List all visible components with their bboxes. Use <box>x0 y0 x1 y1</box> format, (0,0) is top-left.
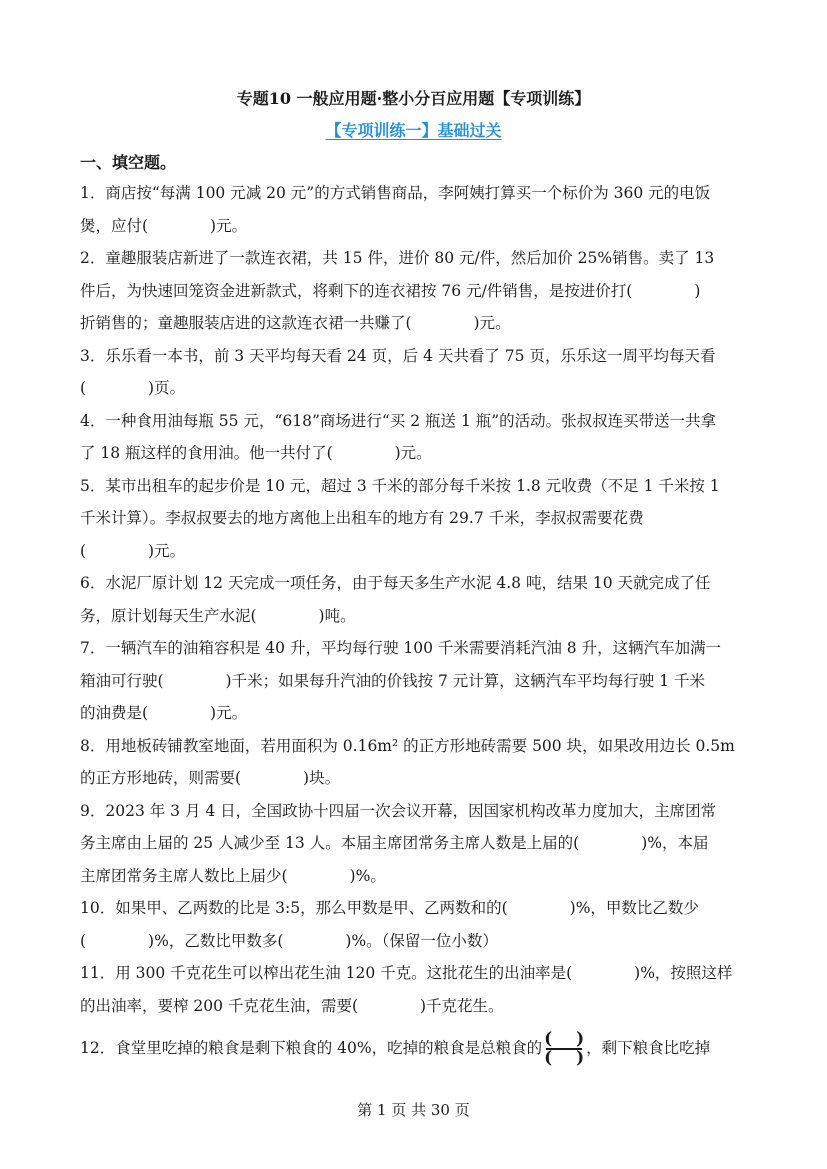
text-line: 4．一种食用油每瓶 55 元，“618”商场进行“买 2 瓶送 1 瓶”的活动。张叔叔连买带送一共拿 <box>80 411 717 430</box>
document-title: 专题10 一般应用题·整小分百应用题【专项训练】 <box>236 89 591 108</box>
text-line: 主席团常务主席人数比上届少( )%。 <box>80 866 386 885</box>
text-line: 9．2023 年 3 月 4 日，全国政协十四届一次会议开幕，因国家机构改革力度加大，主席团常 <box>80 801 717 820</box>
text-line: 件后，为快速回笼资金进新款式，将剩下的连衣裙按 76 元/件销售，是按进价打( ) <box>80 281 701 300</box>
text-line: ( )页。 <box>80 379 186 397</box>
text-line: 的出油率，要榨 200 千克花生油，需要( )千克花生。 <box>80 996 504 1015</box>
text-line: 1．商店按“每满 100 元减 20 元”的方式销售商品，李阿姨打算买一个标价为 360 元的电饭 <box>80 184 711 202</box>
section-heading: 一、填空题。 <box>80 153 177 172</box>
text-line: ( )元。 <box>80 541 186 560</box>
text-line: 千米计算）。李叔叔要去的地方离他上出租车的地方有 29.7 千米，李叔叔需要花费 <box>80 509 644 527</box>
text-line: 的油费是( )元。 <box>80 704 248 722</box>
text-line: 煲，应付( )元。 <box>80 216 248 235</box>
q12-text-after: ，剩下粮食比吃掉 <box>586 1039 711 1057</box>
text-line: 了 18 瓶这样的食用油。他一共付了( )元。 <box>80 444 432 462</box>
fraction-blank[interactable] <box>544 1031 584 1067</box>
question-12-line <box>80 1028 748 1068</box>
subtitle-link[interactable]: 【专项训练一】基础过关 <box>325 121 502 140</box>
text-line: 3．乐乐看一本书，前 3 天平均每天看 24 页，后 4 天共看了 75 页，乐乐这一周平均每天看 <box>80 346 716 365</box>
text-line: 6．水泥厂原计划 12 天完成一项任务，由于每天多生产水泥 4.8 吨，结果 10 天就完成了任 <box>80 574 711 592</box>
text-line: 10．如果甲、乙两数的比是 3:5，那么甲数是甲、乙两数和的( )%，甲数比乙数少 <box>80 899 699 917</box>
page-footer: 第 1 页 共 30 页 <box>357 1101 470 1119</box>
denominator-blank: ( ) <box>544 1048 585 1068</box>
text-line: 的正方形地砖，则需要( )块。 <box>80 769 341 787</box>
text-line: 务主席由上届的 25 人减少至 13 人。本届主席团常务主席人数是上届的( )%，本届 <box>80 834 709 852</box>
text-line: ( )%，乙数比甲数多( )%。（保留一位小数） <box>80 931 498 950</box>
text-line: 11．用 300 千克花生可以榨出花生油 120 千克。这批花生的出油率是( )%，按照这样 <box>80 964 733 982</box>
text-line: 8．用地板砖铺教室地面，若用面积为 0.16m² 的正方形地砖需要 500 块，如果改用边长 0.5m <box>80 736 735 755</box>
q12-text-before: 12．食堂里吃掉的粮食是剩下粮食的 40%，吃掉的粮食是总粮食的 <box>80 1039 543 1057</box>
text-line: 2．童趣服装店新进了一款连衣裙，共 15 件，进价 80 元/件，然后加价 25%销售。卖了 13 <box>80 249 715 267</box>
numerator-blank: ( ) <box>544 1029 585 1049</box>
text-line: 7．一辆汽车的油箱容积是 40 升，平均每行驶 100 千米需要消耗汽油 8 升，这辆汽车加满一 <box>80 639 722 657</box>
question-body <box>80 177 748 1068</box>
text-line: 5．某市出租车的起步价是 10 元，超过 3 千米的部分每千米按 1.8 元收费（不足 1 千米按 1 <box>80 476 720 495</box>
text-line: 折销售的；童趣服装店进的这款连衣裙一共赚了( )元。 <box>80 314 511 332</box>
section-subtitle[interactable] <box>0 118 827 141</box>
text-line: 箱油可行驶( )千米；如果每升汽油的价钱按 7 元计算，这辆汽车平均每行驶 1 千米 <box>80 671 706 690</box>
text-line: 务，原计划每天生产水泥( )吨。 <box>80 606 356 625</box>
